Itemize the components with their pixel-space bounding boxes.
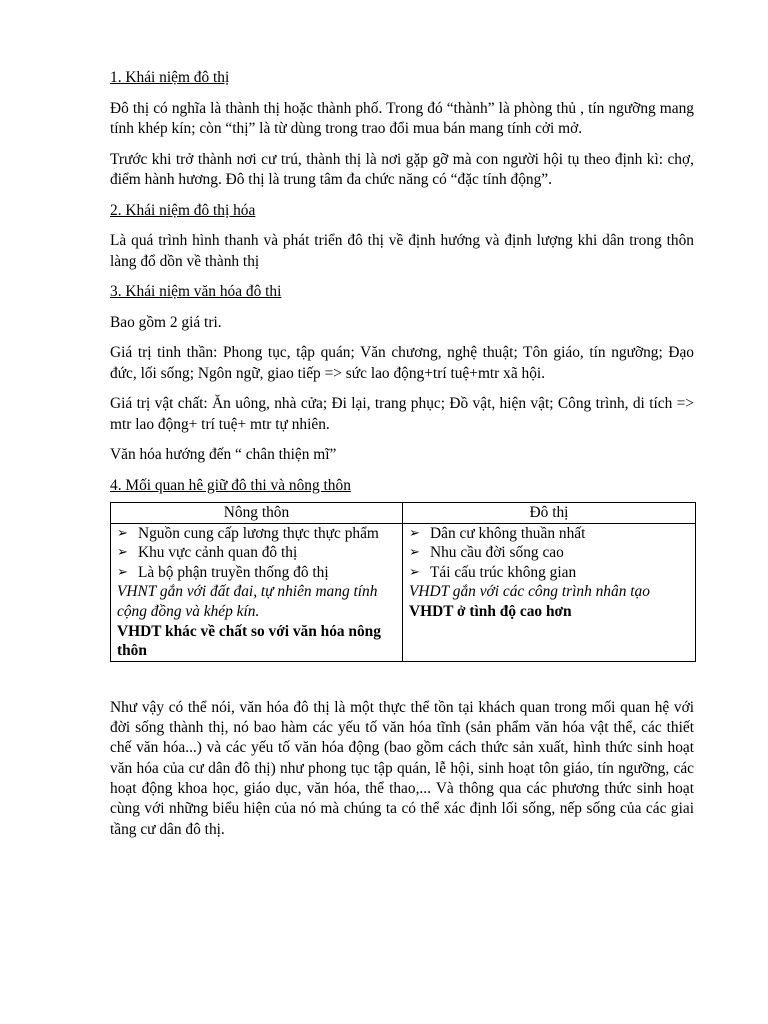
list-item: ➢ Nguồn cung cấp lương thực thực phẩm xyxy=(117,524,379,542)
arrowhead-bullet-icon: ➢ xyxy=(409,564,420,580)
arrowhead-bullet-icon: ➢ xyxy=(117,525,128,541)
list-item: ➢ Tái cấu trúc không gian xyxy=(409,563,577,581)
rural-list xyxy=(117,524,396,583)
paragraph: Trước khi trở thành nơi cư trú, thành thị là nơi gặp gỡ mà con người hội tụ theo định kì: chợ, điểm hành hương. Đô thị là trung tâm đa chức năng có “đặc tính động”. xyxy=(110,150,694,188)
list-item: ➢ Dân cư không thuần nhất xyxy=(409,524,586,542)
rural-note: VHNT gắn với đất đai, tự nhiên mang tính cộng đồng và khép kín. xyxy=(117,583,378,620)
list-item: ➢ Là bộ phận truyền thống đô thị xyxy=(117,563,329,581)
paragraph: Là quá trình hình thanh và phát triển đô thị về định hướng và định lượng khi dân trong thôn làng đổ dồn về thành thị xyxy=(110,232,694,270)
rural-cell xyxy=(111,523,403,661)
paragraph: Giá trị vật chất: Ăn uông, nhà cửa; Đi lại, trang phục; Đồ vật, hiện vật; Công trình, di tích => mtr lao động+ trí tuệ+ mtr tự nhiên. xyxy=(110,395,694,433)
urban-note: VHDT gắn với các công trình nhân tạo xyxy=(409,583,650,601)
arrowhead-bullet-icon: ➢ xyxy=(409,525,420,541)
list-item: ➢ Nhu cầu đời sống cao xyxy=(409,544,564,562)
document-body xyxy=(110,68,694,850)
heading-3: 3. Khái niệm văn hóa đô thi xyxy=(110,283,282,300)
heading-2: 2. Khái niệm đô thị hóa xyxy=(110,201,256,219)
heading-1: 1. Khái niệm đô thị xyxy=(110,69,230,86)
urban-conclusion: VHDT ở tình độ cao hơn xyxy=(409,602,572,620)
paragraph: Đô thị có nghĩa là thành thị hoặc thành phố. Trong đó “thành” là phòng thủ , tín ngưỡng mang tính khép kín; còn “thị” là từ dùng trong trao đổi mua bán mang tính cởi mở. xyxy=(110,99,694,137)
table-header-row xyxy=(111,503,696,524)
paragraph: Bao gồm 2 giá tri. xyxy=(110,313,222,331)
paragraph: Giá trị tinh thần: Phong tục, tập quán; Văn chương, nghệ thuật; Tôn giáo, tín ngưỡng; Đạo đức, lối sống; Ngôn ngữ, giao tiếp => sức lao động+trí tuệ+mtr xã hội. xyxy=(110,344,694,382)
conclusion-paragraph: Như vậy có thể nói, văn hóa đô thị là một thực thể tồn tại khách quan trong mối quan hệ với đời sống thành thị, nó bao hàm các yếu tố văn hóa tĩnh (sản phẩm văn hóa vật thể, các thiết chế văn hóa...) và các yếu tố văn hóa động (bao gồm cách thức sản xuất, hình thức sinh hoạt văn hóa của cư dân đô thị) như phong tục tập quán, lễ hội, sinh hoạt tôn giáo, tín ngưỡng, các hoạt động khoa học, giáo dục, văn hóa, thể thao,... Và thông qua các phương thức sinh hoạt cùng với những biểu hiện của nó mà chúng ta có thể xác định lối sống, nếp sống của các giai tầng cư dân đô thị. xyxy=(110,698,694,838)
arrowhead-bullet-icon: ➢ xyxy=(409,545,420,561)
column-header-rural: Nông thôn xyxy=(111,503,403,524)
column-header-urban: Đô thị xyxy=(403,503,696,524)
table-row xyxy=(111,523,696,661)
conclusion-section xyxy=(110,698,694,840)
heading-4: 4. Mối quan hê giữ đô thi và nông thôn xyxy=(110,476,351,494)
list-item: ➢ Khu vực cảnh quan đô thị xyxy=(117,544,298,562)
arrowhead-bullet-icon: ➢ xyxy=(117,564,128,580)
rural-conclusion: VHDT khác về chất so với văn hóa nông thôn xyxy=(117,622,381,660)
arrowhead-bullet-icon: ➢ xyxy=(117,545,128,561)
paragraph: Văn hóa hướng đến “ chân thiện mĩ” xyxy=(110,446,337,463)
comparison-table xyxy=(110,502,696,662)
urban-list xyxy=(409,524,689,583)
urban-cell xyxy=(403,523,696,661)
